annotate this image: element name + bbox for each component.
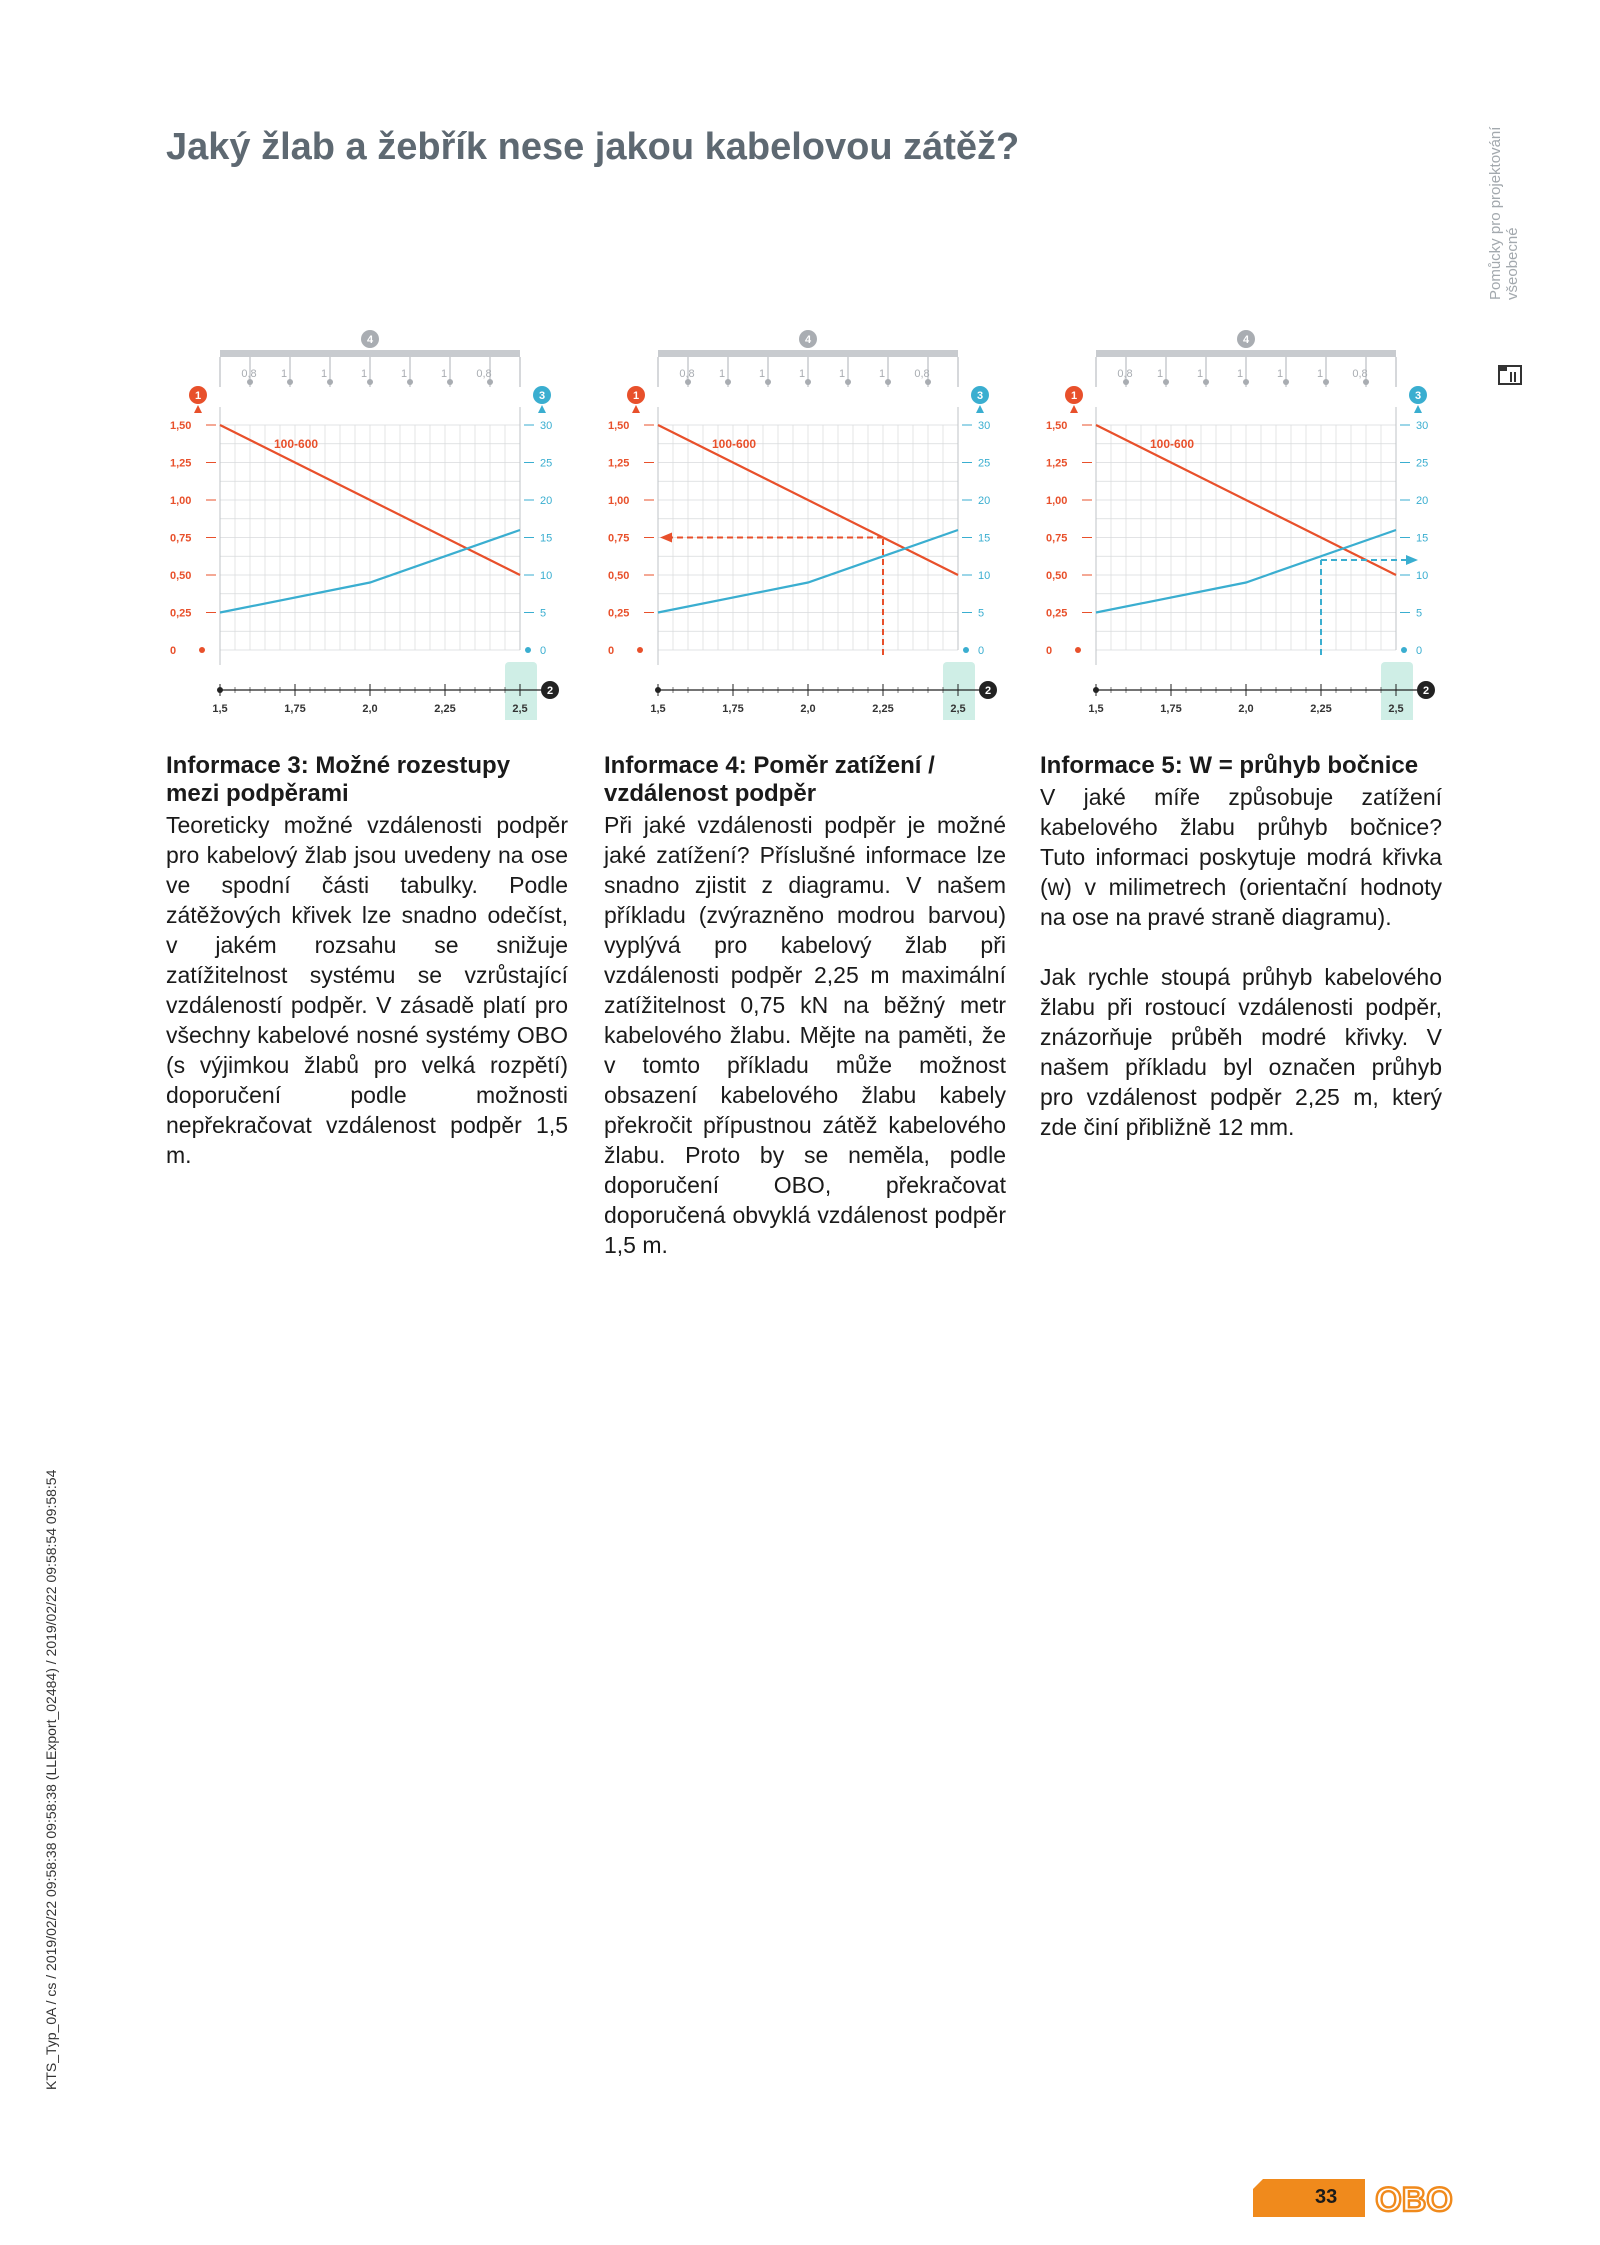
- arrow-right-icon: [1406, 555, 1418, 565]
- y-right-tick-label: 20: [540, 495, 553, 507]
- support-dot: [725, 379, 731, 385]
- y-right-tick-label: 0: [540, 645, 547, 657]
- beam: [658, 350, 958, 357]
- marker-2-label: 2: [546, 685, 554, 697]
- y-right-tick-label: 0: [1416, 645, 1423, 657]
- support-dot: [1163, 379, 1169, 385]
- y-right-tick-label: 0: [978, 645, 985, 657]
- info-paragraph: Při jaké vzdálenosti podpěr je možné jaké zatížení? Příslušné informace lze snadno zjistit z diagramu. V našem příkladu (zvýrazněno modrou barvou) vyplývá pro kabelový žlab při vzdálenosti podpěr 2,25 m maximální zatížitelnost 0,75 kN na běžný metr kabelového žlabu. Mějte na paměti, že v tomto příkladu může možnost obsazení kabelového žlabu kabely překročit přípustnou zátěž kabelového žlabu. Proto by se neměla, podle doporučení OBO, překračovat doporučená obvyklá vzdálenost podpěr 1,5 m.: [604, 812, 1006, 1258]
- y-left-tick-label: 0: [170, 645, 177, 657]
- curve-label: 100-600: [712, 437, 757, 451]
- span-label: 1: [798, 368, 806, 380]
- span-label: 1: [440, 368, 448, 380]
- marker-1-label: 1: [1070, 390, 1078, 402]
- support-dot: [805, 379, 811, 385]
- marker-4-label: 4: [804, 334, 812, 346]
- print-metadata: KTS_Typ_0A / cs / 2019/02/22 09:58:38 09:58:38 (LLExport_02484) / 2019/02/22 09:58:54 09:58:54: [43, 1469, 59, 2090]
- arrow-left-icon: [660, 533, 672, 543]
- span-label: 1: [878, 368, 886, 380]
- marker-4-label: 4: [366, 334, 374, 346]
- span-label: 0,8: [1352, 368, 1368, 380]
- marker-3-label: 3: [1414, 390, 1422, 402]
- y-left-tick-label: 0,75: [608, 532, 630, 545]
- arrow-up-icon: [538, 405, 546, 413]
- y-right-tick-label: 25: [540, 457, 553, 470]
- load-chart-2-svg: [606, 325, 1026, 720]
- info-heading: Informace 4: Poměr zatížení / vzdálenost podpěr: [604, 752, 935, 807]
- y-left-tick-label: 0: [608, 645, 615, 657]
- support-dot: [1243, 379, 1249, 385]
- load-chart-2: [606, 325, 1026, 720]
- marker-1-label: 1: [194, 390, 202, 402]
- y-right-tick-label: 10: [1416, 570, 1429, 582]
- y-right-tick-label: 5: [1416, 607, 1423, 620]
- span-label: 1: [400, 368, 408, 380]
- span-label: 1: [1196, 368, 1204, 380]
- support-dot: [765, 379, 771, 385]
- x-tick-label: 2,25: [1310, 703, 1332, 715]
- y-left-tick-label: 1,25: [608, 457, 630, 470]
- load-chart-3-svg: [1044, 325, 1464, 720]
- span-label: 0,8: [679, 368, 695, 380]
- side-section-label: [1487, 100, 1521, 300]
- document-tab-icon: [1497, 362, 1523, 388]
- x-tick-label: 2,25: [872, 703, 894, 715]
- support-dot: [287, 379, 293, 385]
- support-dot: [327, 379, 333, 385]
- span-label: 1: [838, 368, 846, 380]
- tick-dot: [199, 647, 205, 653]
- x-tick-label: 1,5: [650, 703, 666, 715]
- arrow-up-icon: [1070, 405, 1078, 413]
- y-left-tick-label: 1,50: [170, 420, 192, 432]
- y-left-tick-label: 1,50: [608, 420, 630, 432]
- y-left-tick-label: 0,75: [1046, 532, 1068, 545]
- span-label: 1: [360, 368, 368, 380]
- x-tick-label: 1,5: [212, 703, 228, 715]
- y-left-tick-label: 1,00: [608, 495, 630, 507]
- x-tick-label: 1,5: [1088, 703, 1104, 715]
- y-left-tick-label: 0: [1046, 645, 1053, 657]
- y-right-tick-label: 25: [1416, 457, 1429, 470]
- marker-3-label: 3: [538, 390, 546, 402]
- y-left-tick-label: 0,25: [608, 607, 630, 620]
- span-label: 1: [280, 368, 288, 380]
- support-dot: [407, 379, 413, 385]
- x-tick-label: 2,0: [800, 703, 816, 715]
- info-paragraph: Teoreticky možné vzdálenosti podpěr pro kabelový žlab jsou uvedeny na ose ve spodní části tabulky. Podle zátěžových křivek lze snadno odečíst, v jakém rozsahu se snižuje zatížitelnost systému se vzrůstající vzdáleností podpěr. V zásadě platí pro všechny kabelové nosné systémy OBO (s výjimkou žlabů pro velká rozpětí) doporučení podle možnosti nepřekračovat vzdálenost podpěr 1,5 m.: [166, 812, 568, 1168]
- curve-label: 100-600: [274, 437, 319, 451]
- y-left-tick-label: 1,25: [1046, 457, 1068, 470]
- beam: [220, 350, 520, 357]
- y-left-tick-label: 0,50: [608, 570, 630, 582]
- x-tick-label: 1,75: [722, 703, 744, 715]
- arrow-up-icon: [976, 405, 984, 413]
- y-left-tick-label: 0,50: [170, 570, 192, 582]
- x-tick-label: 2,5: [950, 703, 966, 715]
- x-tick-label: 1,75: [1160, 703, 1182, 715]
- tick-dot: [1401, 647, 1407, 653]
- support-dot: [367, 379, 373, 385]
- y-right-tick-label: 15: [540, 532, 553, 545]
- x-tick-label: 2,5: [512, 703, 528, 715]
- span-label: 1: [718, 368, 726, 380]
- info-column-5: [1040, 752, 1442, 1172]
- page-number: 33: [1315, 2186, 1338, 2208]
- page-number-tab: [1253, 2179, 1365, 2217]
- y-left-tick-label: 0,25: [1046, 607, 1068, 620]
- y-right-tick-label: 10: [978, 570, 991, 582]
- span-label: 0,8: [241, 368, 257, 380]
- arrow-up-icon: [194, 405, 202, 413]
- y-right-tick-label: 25: [978, 457, 991, 470]
- arrow-up-icon: [632, 405, 640, 413]
- y-left-tick-label: 1,00: [1046, 495, 1068, 507]
- support-dot: [447, 379, 453, 385]
- y-right-tick-label: 15: [978, 532, 991, 545]
- page-title: Jaký žlab a žebřík nese jakou kabelovou zátěž?: [166, 126, 1020, 168]
- load-chart-3: [1044, 325, 1464, 720]
- y-left-tick-label: 0,25: [170, 607, 192, 620]
- y-left-tick-label: 0,75: [170, 532, 192, 545]
- span-label: 1: [1316, 368, 1324, 380]
- tick-dot: [963, 647, 969, 653]
- tick-dot: [1075, 647, 1081, 653]
- y-right-tick-label: 10: [540, 570, 553, 582]
- span-label: 1: [758, 368, 766, 380]
- support-dot: [1283, 379, 1289, 385]
- side-section-label-line2: všeobecné: [1504, 227, 1521, 300]
- span-label: 1: [1276, 368, 1284, 380]
- span-label: 0,8: [476, 368, 492, 380]
- span-label: 1: [1156, 368, 1164, 380]
- curve-label: 100-600: [1150, 437, 1195, 451]
- support-dot: [1203, 379, 1209, 385]
- span-label: 1: [320, 368, 328, 380]
- info-heading: Informace 5: W = průhyb bočnice: [1040, 752, 1419, 779]
- y-right-tick-label: 30: [540, 420, 553, 432]
- obo-logo: [1374, 2178, 1454, 2218]
- tick-dot: [525, 647, 531, 653]
- y-right-tick-label: 20: [978, 495, 991, 507]
- span-label: 0,8: [914, 368, 930, 380]
- beam: [1096, 350, 1396, 357]
- info-paragraph: Jak rychle stoupá průhyb kabelového žlabu při rostoucí vzdálenosti podpěr, znázorňuje průběh modré křivky. V našem příkladu byl označen průhyb pro vzdálenost podpěr 2,25 m, který zde činí přibližně 12 mm.: [1040, 964, 1442, 1140]
- info-column-3: [166, 752, 568, 1200]
- y-left-tick-label: 0,50: [1046, 570, 1068, 582]
- support-dot: [845, 379, 851, 385]
- marker-2-label: 2: [1422, 685, 1430, 697]
- y-left-tick-label: 1,50: [1046, 420, 1068, 432]
- load-chart-1-svg: [168, 325, 588, 720]
- y-left-tick-label: 1,25: [170, 457, 192, 470]
- x-tick-label: 2,0: [362, 703, 378, 715]
- y-right-tick-label: 20: [1416, 495, 1429, 507]
- y-left-tick-label: 1,00: [170, 495, 192, 507]
- info-heading: Informace 3: Možné rozestupy mezi podpěrami: [166, 752, 511, 807]
- arrow-up-icon: [1414, 405, 1422, 413]
- marker-2-label: 2: [984, 685, 992, 697]
- y-right-tick-label: 5: [978, 607, 985, 620]
- obo-logo-text: OBO: [1375, 2181, 1453, 2218]
- x-tick-label: 2,0: [1238, 703, 1254, 715]
- y-right-tick-label: 15: [1416, 532, 1429, 545]
- y-right-tick-label: 30: [1416, 420, 1429, 432]
- x-tick-label: 2,5: [1388, 703, 1404, 715]
- support-dot: [885, 379, 891, 385]
- marker-3-label: 3: [976, 390, 984, 402]
- tick-dot: [637, 647, 643, 653]
- y-right-tick-label: 5: [540, 607, 547, 620]
- support-dot: [1323, 379, 1329, 385]
- info-paragraph: V jaké míře způsobuje zatížení kabelového žlabu průhyb bočnice? Tuto informaci poskytuje modrá křivka (w) v milimetrech (orientační hodnoty na ose na pravé straně diagramu).: [1040, 784, 1442, 930]
- x-tick-label: 2,25: [434, 703, 456, 715]
- x-tick-label: 1,75: [284, 703, 306, 715]
- load-chart-1: [168, 325, 588, 720]
- span-label: 0,8: [1117, 368, 1133, 380]
- y-right-tick-label: 30: [978, 420, 991, 432]
- side-section-label-line1: Pomůcky pro projektování: [1487, 126, 1504, 300]
- info-column-4: [604, 752, 1006, 1290]
- span-label: 1: [1236, 368, 1244, 380]
- marker-1-label: 1: [632, 390, 640, 402]
- marker-4-label: 4: [1242, 334, 1250, 346]
